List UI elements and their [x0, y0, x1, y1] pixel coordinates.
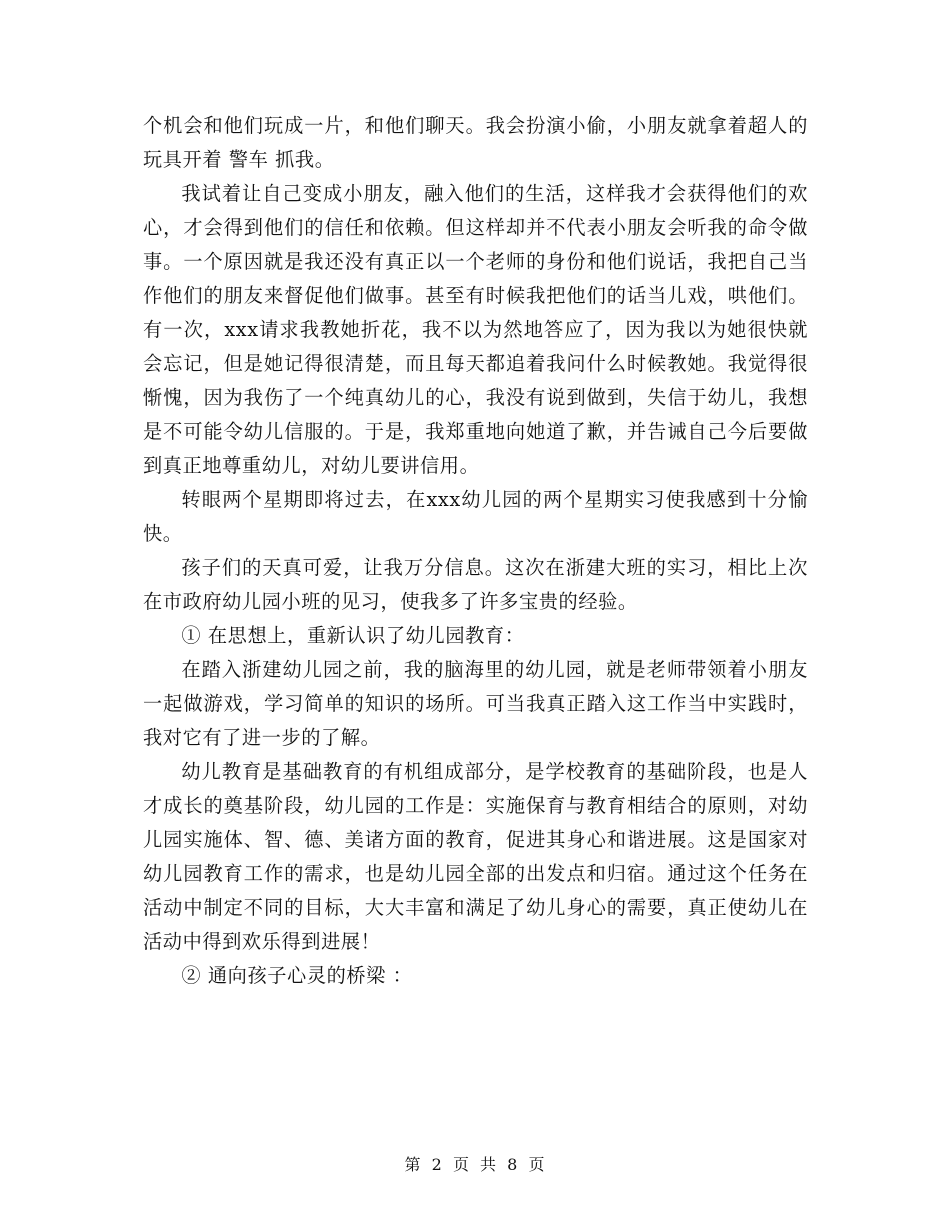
- section-heading: ② 通向孩子心灵的桥梁 ：: [181, 964, 413, 987]
- paragraph: 在踏入浙建幼儿园之前，我的脑海里的幼儿园，就是老师带领着小朋友一起做游戏，学习简单的知识的场所。可当我真正踏入这工作当中实践时，我对它有了进一步的了解。: [143, 658, 808, 749]
- footer-page-word: 页: [452, 1155, 470, 1174]
- paragraph: 我试着让自己变成小朋友，融入他们的生活，这样我才会获得他们的欢心，才会得到他们的信任和依赖。但这样却并不代表小朋友会听我的命令做事。一个原因就是我还没有真正以一个老师的身份和他们说话，我把自己当作他们的朋友来督促他们做事。甚至有时候我把他们的话当儿戏，哄他们。有一次，xxx请求我教她折花，我不以为然地答应了，因为我以为她很快就会忘记，但是她记得很清楚，而且每天都追着我问什么时候教她。我觉得很惭愧，因为我伤了一个纯真幼儿的心，我没有说到做到，失信于幼儿，我想是不可能令幼儿信服的。于是，我郑重地向她道了歉，并告诫自己今后要做到真正地尊重幼儿，对幼儿要讲信用。: [143, 182, 808, 477]
- paragraph: 幼儿教育是基础教育的有机组成部分，是学校教育的基础阶段，也是人才成长的奠基阶段，幼儿园的工作是：实施保育与教育相结合的原则，对幼儿园实施体、智、德、美诸方面的教育，促进其身心和谐进展。这是国家对幼儿园教育工作的需求，也是幼儿园全部的出发点和归宿。通过这个任务在活动中制定不同的目标，大大丰富和满足了幼儿身心的需要，真正使幼儿在活动中得到欢乐得到进展！: [143, 760, 808, 953]
- footer-total-word: 共: [480, 1155, 498, 1174]
- footer-suffix: 页: [528, 1155, 546, 1174]
- paragraph: 孩子们的天真可爱，让我万分信息。这次在浙建大班的实习，相比上次在市政府幼儿园小班的见习，使我多了许多宝贵的经验。: [143, 556, 808, 613]
- section-heading: ① 在思想上，重新认识了幼儿园教育：: [181, 624, 525, 647]
- page-footer: [0, 1152, 950, 1175]
- current-page-number: 2: [431, 1155, 443, 1174]
- footer-prefix: 第: [404, 1155, 422, 1174]
- paragraph: 转眼两个星期即将过去，在xxx幼儿园的两个星期实习使我感到十分愉快。: [143, 488, 808, 545]
- total-page-count: 8: [507, 1155, 519, 1174]
- paragraph-continuation: 个机会和他们玩成一片，和他们聊天。我会扮演小偷，小朋友就拿着超人的玩具开着 警车 抓我。: [143, 114, 808, 171]
- document-body: [143, 109, 808, 993]
